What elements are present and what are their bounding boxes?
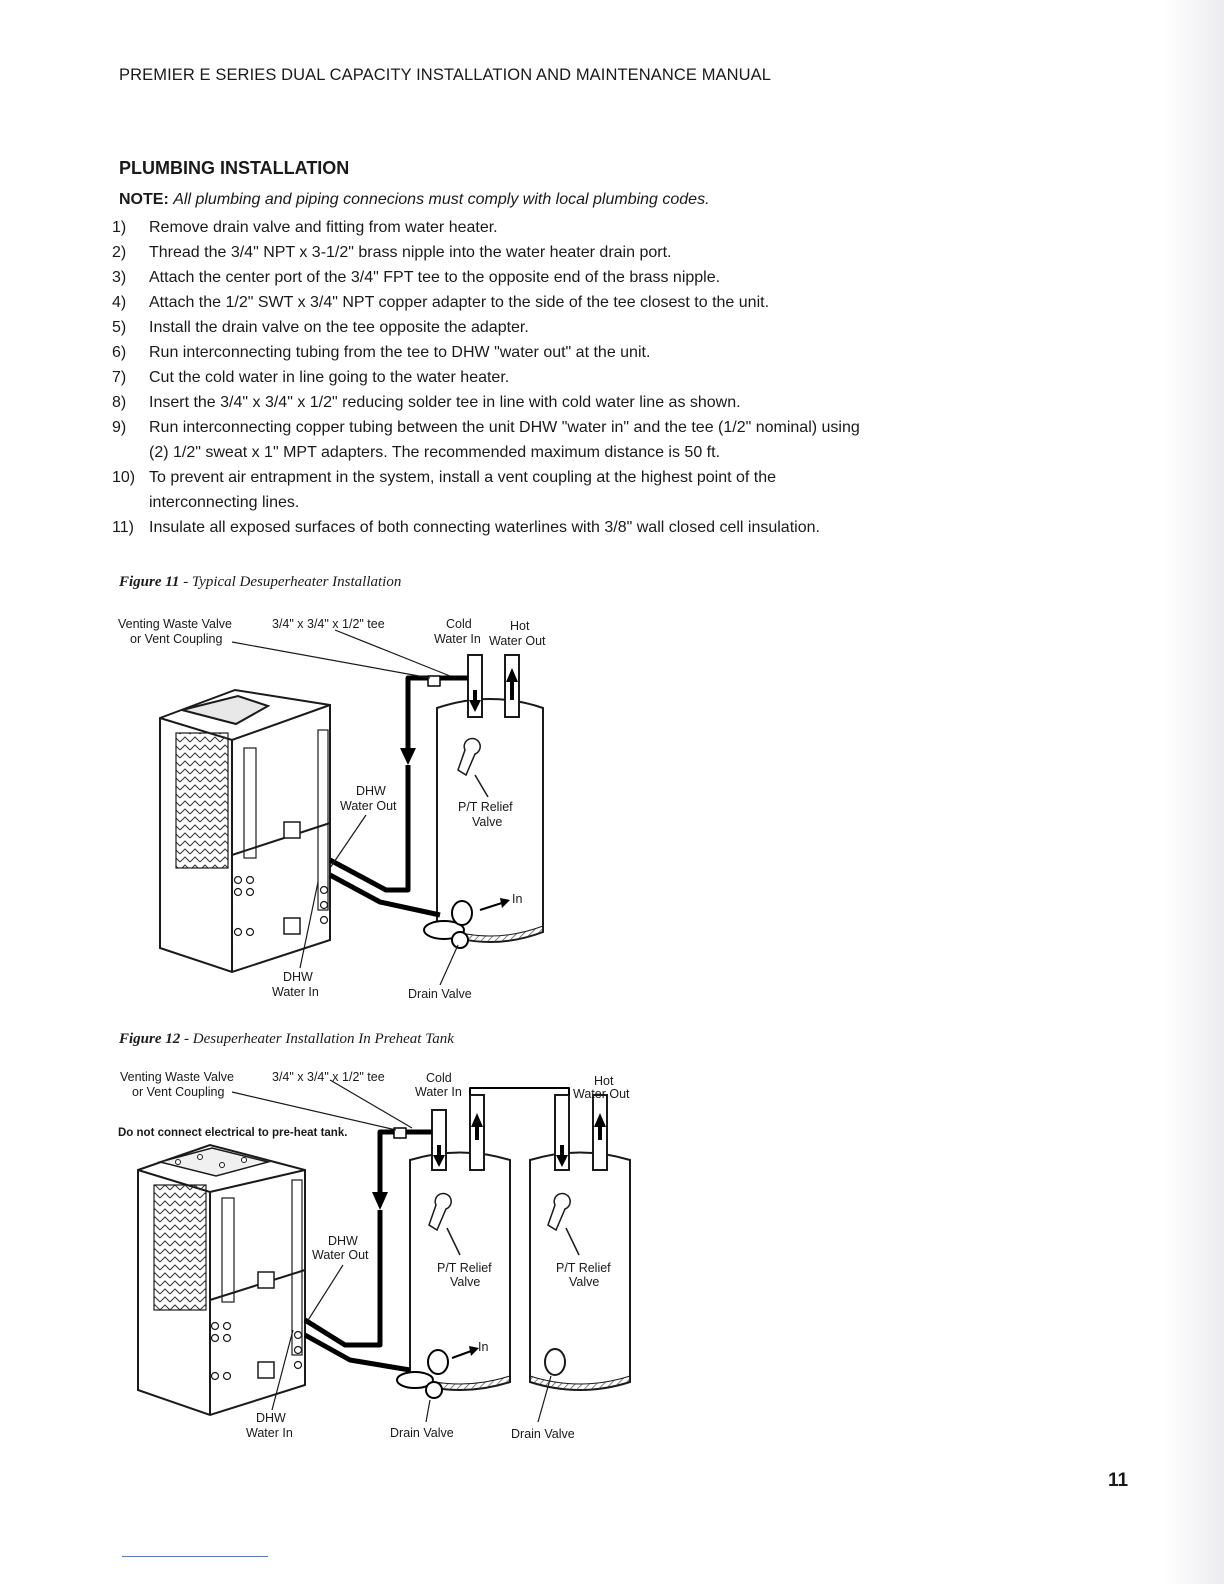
venting-label-line2: or Vent Coupling: [132, 1085, 225, 1099]
venting-label-line2: or Vent Coupling: [130, 632, 223, 646]
step-3: [112, 265, 872, 290]
step-2: [112, 240, 872, 265]
step-number: 2): [112, 244, 127, 261]
dhw-out-label-line1: DHW: [356, 784, 386, 798]
footer-rule: [122, 1556, 268, 1557]
step-5: [112, 315, 872, 340]
figure-12-diagram: [0, 1060, 700, 1450]
step-8: [112, 390, 872, 415]
section-title: PLUMBING INSTALLATION: [119, 158, 350, 178]
step-text: Run interconnecting tubing from the tee to DHW "water out" at the unit.: [149, 344, 651, 361]
drain-valve-2-label: Drain Valve: [511, 1427, 575, 1441]
step-7: [112, 365, 872, 390]
hot-label-line1: Hot: [510, 619, 530, 633]
drain-valve-label: Drain Valve: [408, 987, 472, 1001]
cold-label-line2: Water In: [415, 1085, 462, 1099]
step-text: Thread the 3/4" NPT x 3-1/2" brass nipple into the water heater drain port.: [149, 244, 672, 261]
dhw-out-label-line2: Water Out: [340, 799, 397, 813]
dhw-in-label-line1: DHW: [256, 1411, 286, 1425]
step-text: To prevent air entrapment in the system, install a vent coupling at the highest point of the interconnecting lines.: [149, 469, 777, 511]
figure-12-label: Figure 12: [119, 1031, 181, 1047]
venting-label-line1: Venting Waste Valve: [120, 1070, 234, 1084]
step-11: [112, 515, 872, 540]
step-text: Cut the cold water in line going to the water heater.: [149, 369, 510, 386]
step-text: Attach the center port of the 3/4" FPT tee to the opposite end of the brass nipple.: [149, 269, 721, 286]
note-text: All plumbing and piping connecions must comply with local plumbing codes.: [173, 191, 710, 208]
cold-label-line2: Water In: [434, 632, 481, 646]
dhw-out-label-line1: DHW: [328, 1234, 358, 1248]
dhw-in-label-line2: Water In: [272, 985, 319, 999]
figure-11-caption-text: - Typical Desuperheater Installation: [179, 574, 402, 590]
step-text: Attach the 1/2" SWT x 3/4" NPT copper adapter to the side of the tee closest to the unit.: [149, 294, 770, 311]
note-label: NOTE:: [119, 191, 169, 208]
in-label: In: [512, 892, 523, 906]
dhw-in-label-line2: Water In: [246, 1426, 293, 1440]
venting-label-line1: Venting Waste Valve: [118, 617, 232, 631]
step-number: 10): [112, 469, 136, 486]
note: [119, 191, 710, 209]
dhw-in-label-line1: DHW: [283, 970, 313, 984]
step-number: 3): [112, 269, 127, 286]
step-text: Remove drain valve and fitting from water heater.: [149, 219, 498, 236]
step-number: 9): [112, 419, 127, 436]
hot-label-line1: Hot: [594, 1074, 614, 1088]
preheat-tank: [410, 1095, 510, 1390]
step-number: 11): [112, 519, 134, 536]
preheat-warning: Do not connect electrical to pre-heat tank.: [118, 1127, 348, 1139]
step-number: 4): [112, 294, 127, 311]
figure-12-caption-text: - Desuperheater Installation In Preheat Tank: [180, 1031, 454, 1047]
step-4: [112, 290, 872, 315]
installation-steps: [112, 215, 872, 540]
pt-relief-2-label-line1: P/T Relief: [556, 1261, 611, 1275]
main-water-heater: [530, 1095, 630, 1390]
figure-11-caption: [119, 574, 401, 591]
page-header: PREMIER E SERIES DUAL CAPACITY INSTALLATION AND MAINTENANCE MANUAL: [119, 66, 772, 84]
tee-label: 3/4" x 3/4" x 1/2" tee: [272, 1070, 385, 1084]
step-number: 8): [112, 394, 127, 411]
step-number: 7): [112, 369, 127, 386]
cold-label-line1: Cold: [426, 1071, 452, 1085]
pt-relief-1-label-line2: Valve: [450, 1275, 481, 1289]
step-number: 1): [112, 219, 127, 236]
cold-label-line1: Cold: [446, 617, 472, 631]
step-text: Insert the 3/4" x 3/4" x 1/2" reducing solder tee in line with cold water line as shown.: [149, 394, 741, 411]
in-label: In: [478, 1340, 489, 1354]
figure-11-label: Figure 11: [119, 574, 180, 590]
pt-relief-label-line1: P/T Relief: [458, 800, 513, 814]
figure-11-diagram: [0, 600, 700, 1010]
drain-valve-1-label: Drain Valve: [390, 1426, 454, 1440]
step-10: [112, 465, 872, 515]
heat-pump-unit: [160, 690, 330, 972]
water-heater: [437, 655, 543, 942]
step-6: [112, 340, 872, 365]
step-text: Install the drain valve on the tee opposite the adapter.: [149, 319, 529, 336]
page-number: 11: [1108, 1470, 1129, 1491]
heat-pump-unit: [138, 1145, 305, 1415]
tee-label: 3/4" x 3/4" x 1/2" tee: [272, 617, 385, 631]
pt-relief-label-line2: Valve: [472, 815, 503, 829]
pt-relief-2-label-line2: Valve: [569, 1275, 600, 1289]
step-number: 6): [112, 344, 127, 361]
step-1: [112, 215, 872, 240]
step-number: 5): [112, 319, 127, 336]
step-9: [112, 415, 872, 465]
step-text: Insulate all exposed surfaces of both connecting waterlines with 3/8" wall closed cell insulation.: [149, 519, 820, 536]
dhw-out-label-line2: Water Out: [312, 1248, 369, 1262]
step-text: Run interconnecting copper tubing between the unit DHW "water in" and the tee (1/2" nominal) using (2) 1/2" sweat x 1" MPT adapters. The recommended maximum distance is 50 ft.: [149, 419, 860, 461]
page-edge-shadow: [1164, 0, 1224, 1584]
pt-relief-1-label-line1: P/T Relief: [437, 1261, 492, 1275]
figure-12-caption: [119, 1031, 454, 1048]
hot-label-line2: Water Out: [489, 634, 546, 648]
hot-label-line2: Water Out: [573, 1087, 630, 1101]
